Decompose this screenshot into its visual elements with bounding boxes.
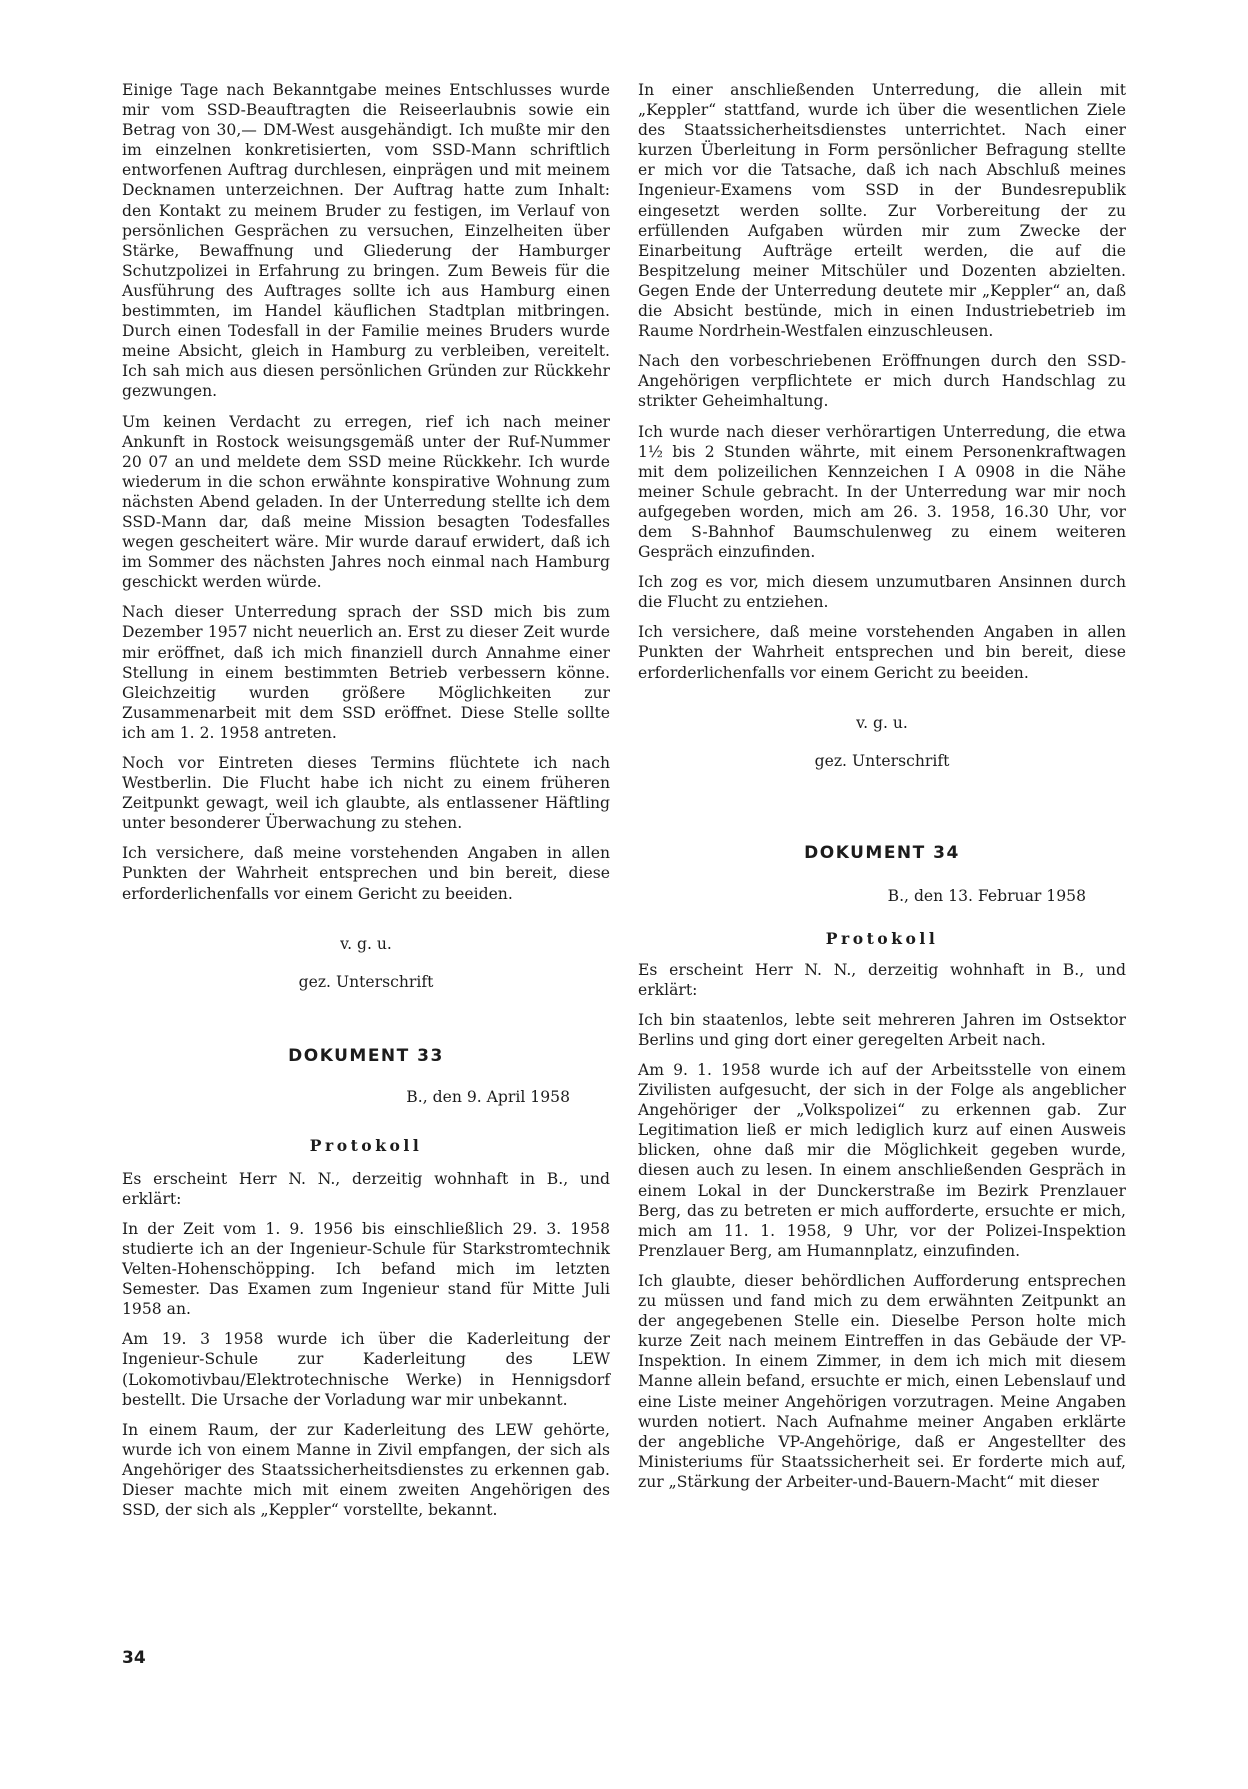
- paragraph: Ich versichere, daß meine vorstehenden Angaben in allen Punkten der Wahrheit entsprechen und bin bereit, diese erforderlichenfalls vor einem Gericht zu beeiden.: [122, 844, 610, 903]
- paragraph: In einem Raum, der zur Kaderleitung des LEW gehörte, wurde ich von einem Manne in Zivil empfangen, der sich als Angehöriger des Staatssicherheitsdienstes zu erkennen gab. Dieser machte mich mit einem zweiten Angehörigen des SSD, der sich als „Keppler“ vorstellte, bekannt.: [122, 1420, 610, 1520]
- document-date: B., den 9. April 1958: [406, 1087, 570, 1106]
- paragraph: Es erscheint Herr N. N., derzeitig wohnhaft in B., und erklärt:: [638, 960, 1126, 999]
- paragraph: Nach dieser Unterredung sprach der SSD mich bis zum Dezember 1957 nicht neuerlich an. Erst zu dieser Zeit wurde mir eröffnet, daß ich mich finanziell durch Annahme einer Stellung in einem bestimmten Betrieb verbessern könne. Gleichzeitig wurden größere Möglichkeiten zur Zusammenarbeit mit dem SSD eröffnet. Diese Stelle sollte ich am 1. 2. 1958 antreten.: [122, 603, 610, 742]
- paragraph: Ich glaubte, dieser behördlichen Aufforderung entsprechen zu müssen und fand mich zu dem erwähnten Zeitpunkt an der angegebenen Stelle ein. Dieselbe Person holte mich kurze Zeit nach meinem Eintreffen in das Gebäude der VP-Inspektion. In einem Zimmer, in dem ich mich mit diesem Manne allein befand, ersuchte er mich, einen Lebenslauf und eine Liste meiner Angehörigen vorzutragen. Meine Angaben wurden notiert. Nach Aufnahme meiner Angaben erklärte der angebliche VP-Angehörige, daß er Angestellter des Ministeriums für Staatssicherheit sei. Er forderte mich auf, zur „Stärkung der Arbeiter-und-Bauern-Macht“ mit dieser: [638, 1271, 1126, 1491]
- paragraph: Es erscheint Herr N. N., derzeitig wohnhaft in B., und erklärt:: [122, 1169, 610, 1208]
- paragraph: In der Zeit vom 1. 9. 1956 bis einschließlich 29. 3. 1958 studierte ich an der Ingenieur-Schule für Starkstromtechnik Velten-Hohenschöpping. Ich befand mich im letzten Semester. Das Examen zum Ingenieur stand für Mitte Juli 1958 an.: [122, 1219, 610, 1319]
- document-date: B., den 13. Februar 1958: [887, 886, 1086, 905]
- left-column: [122, 80, 610, 1530]
- paragraph: Einige Tage nach Bekanntgabe meines Entschlusses wurde mir vom SSD-Beauftragten die Reiseerlaubnis sowie ein Betrag von 30,— DM-West ausgehändigt. Ich mußte mir den im einzelnen konkretisierten, vom SSD-Mann schriftlich entworfenen Auftrag durchlesen, einprägen und mit meinem Decknamen unterzeichnen. Der Auftrag hatte zum Inhalt: den Kontakt zu meinem Bruder zu festigen, im Verlauf von persönlichen Gesprächen zu versuchen, Einzelheiten über Stärke, Bewaffnung und Gliederung der Hamburger Schutzpolizei in Erfahrung zu bringen. Zum Beweis für die Ausführung des Auftrages sollte ich aus Hamburg einen bestimmten, im Handel käuflichen Stadtplan mitbringen. Durch einen Todesfall in der Familie meines Bruders wurde meine Absicht, gleich in Hamburg zu verbleiben, vereitelt. Ich sah mich aus diesen persönlichen Gründen zur Rückkehr gezwungen.: [122, 81, 610, 401]
- paragraph: Am 9. 1. 1958 wurde ich auf der Arbeitsstelle von einem Zivilisten aufgesucht, der sich in der Folge als angeblicher Angehöriger der „Volkspolizei“ zu erkennen gab. Zur Legitimation ließ er mich lediglich kurz auf einen Ausweis blicken, ohne daß mir die Möglichkeit gegeben wurde, diesen auch zu lesen. In einem anschließenden Gespräch in einem Lokal in der Dunckerstraße im Bezirk Prenzlauer Berg, das zu betreten er mich aufforderte, ersuchte er mich, mich am 11. 1. 1958, 9 Uhr, vor der Polizei-Inspektion Prenzlauer Berg, am Humannplatz, einzufinden.: [638, 1061, 1126, 1260]
- paragraph: Nach den vorbeschriebenen Eröffnungen durch den SSD-Angehörigen verpflichtete er mich durch Handschlag zu strikter Geheimhaltung.: [638, 352, 1126, 411]
- paragraph: Ich wurde nach dieser verhörartigen Unterredung, die etwa 1½ bis 2 Stunden währte, mit einem Personenkraftwagen mit dem polizeilichen Kennzeichen I A 0908 in die Nähe meiner Schule gebracht. In der Unterredung war mir noch aufgegeben worden, mich am 26. 3. 1958, 16.30 Uhr, vor dem S-Bahnhof Baumschulenweg zu einem weiteren Gespräch einzufinden.: [638, 422, 1126, 562]
- paragraph: Ich bin staatenlos, lebte seit mehreren Jahren im Ostsektor Berlins und ging dort einer geregelten Arbeit nach.: [638, 1010, 1126, 1049]
- paragraph: Um keinen Verdacht zu erregen, rief ich nach meiner Ankunft in Rostock weisungsgemäß unter der Ruf-Nummer 20 07 an und meldete dem SSD meine Rückkehr. Ich wurde wiederum in die schon erwähnte konspirative Wohnung zum nächsten Abend geladen. In der Unterredung stellte ich dem SSD-Mann dar, daß meine Mission besagten Todesfalles wegen gescheitert wäre. Mir wurde darauf erwidert, daß ich im Sommer des nächsten Jahres noch einmal nach Hamburg geschickt werden würde.: [122, 412, 610, 592]
- document-title: DOKUMENT 34: [804, 842, 960, 863]
- right-column: [638, 80, 1126, 1502]
- signature-abbreviation: v. g. u.: [340, 934, 392, 953]
- paragraph: Noch vor Eintreten dieses Termins flüchtete ich nach Westberlin. Die Flucht habe ich nicht zu einem früheren Zeitpunkt gewagt, weil ich glaubte, als entlassener Häftling unter besonderer Überwachung zu stehen.: [122, 754, 610, 833]
- protokoll-heading: Protokoll: [825, 928, 939, 948]
- paragraph: In einer anschließenden Unterredung, die allein mit „Keppler“ stattfand, wurde ich über die wesentlichen Ziele des Staatssicherheitsdienstes unterrichtet. Nach einer kurzen Überleitung in Form persönlicher Befragung stellte er mich vor die Tatsache, daß ich nach Abschluß meines Ingenieur-Examens vom SSD in der Bundesrepublik eingesetzt werden sollte. Zur Vorbereitung der zu erfüllenden Aufgaben würden mir zum Zwecke der Einarbeitung Aufträge erteilt werden, die auf die Bespitzelung meiner Mitschüler und Dozenten abzielten. Gegen Ende der Unterredung deutete mir „Keppler“ an, daß die Absicht bestünde, mich in einen Industriebetrieb im Raume Nordrhein-Westfalen einzuschleusen.: [638, 81, 1126, 341]
- signature-line: gez. Unterschrift: [298, 972, 434, 991]
- signature-line: gez. Unterschrift: [814, 751, 950, 770]
- paragraph: Am 19. 3 1958 wurde ich über die Kaderleitung der Ingenieur-Schule zur Kaderleitung des LEW (Lokomotivbau/Elektrotechnische Werke) in Hennigsdorf bestellt. Die Ursache der Vorladung war mir unbekannt.: [122, 1330, 610, 1409]
- paragraph: Ich zog es vor, mich diesem unzumutbaren Ansinnen durch die Flucht zu entziehen.: [638, 573, 1126, 612]
- paragraph: Ich versichere, daß meine vorstehenden Angaben in allen Punkten der Wahrheit entsprechen und bin bereit, diese erforderlichenfalls vor einem Gericht zu beeiden.: [638, 623, 1126, 682]
- signature-abbreviation: v. g. u.: [856, 713, 908, 732]
- protokoll-heading: Protokoll: [309, 1135, 423, 1155]
- page-number: 34: [122, 1648, 146, 1668]
- document-title: DOKUMENT 33: [288, 1045, 444, 1066]
